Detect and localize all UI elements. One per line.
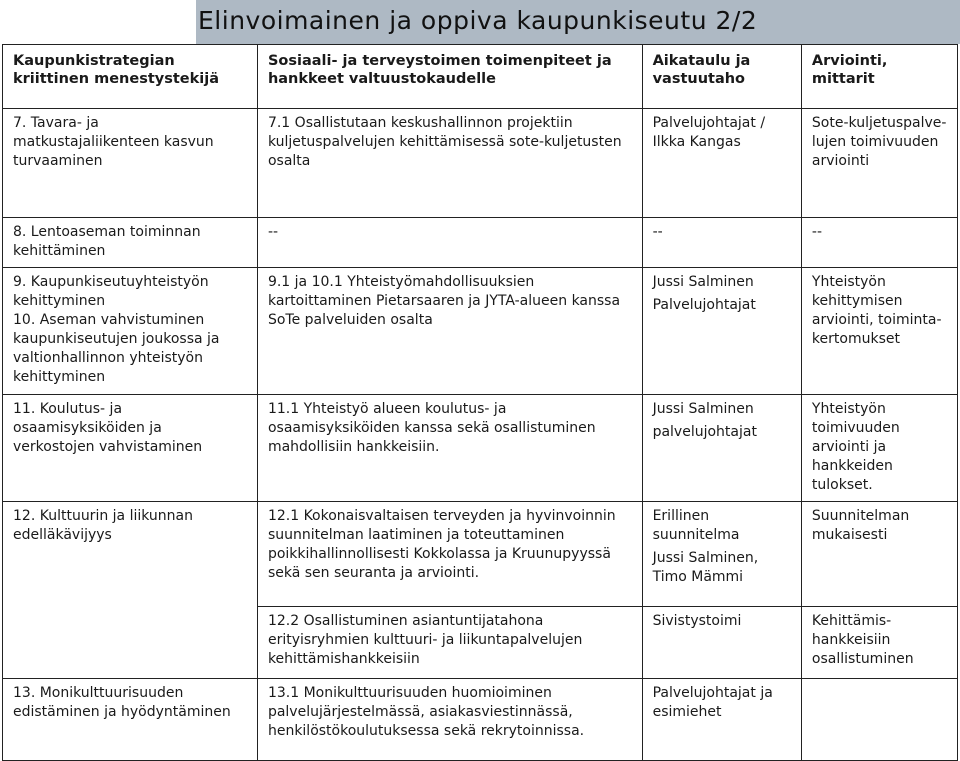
action-cell — [257, 679, 642, 761]
schedule-text: Erillinen suunnitelma — [652, 508, 740, 543]
action-text: 12.2 Osallistuminen asiantuntijatahona erityisryhmien kulttuuri- ja liikuntapalvelujen kehittämishankkeisiin — [267, 613, 583, 667]
evaluation-cell — [801, 395, 957, 502]
schedule-text: -- — [652, 224, 663, 240]
evaluation-text: Yhteistyön toimivuuden arviointi ja hankkeiden tulokset. — [811, 401, 900, 493]
page-title: Elinvoimainen ja oppiva kaupunkiseutu 2/2 — [198, 6, 758, 35]
schedule-cell — [642, 679, 801, 761]
schedule-text: Jussi Salminen — [652, 274, 754, 290]
factor-text: 9. Kaupunkiseutuyhteistyön kehittyminen — [13, 274, 209, 309]
evaluation-text: Yhteistyön kehittymisen arviointi, toiminta-kertomukset — [811, 274, 942, 347]
action-text: 9.1 ja 10.1 Yhteistyömahdollisuuksien kartoittaminen Pietarsaaren ja JYTA-alueen kanssa SoTe palveluiden osalta — [267, 274, 621, 328]
title-band-left-blank — [0, 0, 196, 44]
table-row — [3, 607, 958, 679]
factor-text: 8. Lentoaseman toiminnan kehittäminen — [13, 224, 201, 259]
table-row — [3, 502, 958, 607]
factor-cell — [3, 502, 258, 607]
evaluation-cell — [801, 607, 957, 679]
table-header-row — [3, 45, 958, 109]
evaluation-text: Sote-kuljetuspalve-lujen toimivuuden arviointi — [811, 115, 947, 169]
factor-text: 7. Tavara- ja matkustajaliikenteen kasvun turvaaminen — [13, 115, 214, 169]
schedule-text: Palvelujohtajat ja esimiehet — [652, 685, 773, 720]
evaluation-cell — [801, 218, 957, 268]
action-cell — [257, 109, 642, 218]
schedule-text: Jussi Salminen, Timo Mämmi — [652, 550, 759, 585]
factor-cell — [3, 395, 258, 502]
evaluation-text: Suunnitelman mukaisesti — [811, 508, 910, 543]
schedule-text: Palvelujohtajat / Ilkka Kangas — [652, 115, 766, 150]
table-row — [3, 268, 958, 395]
factor-text: 10. Aseman vahvistuminen kaupunkiseutujen joukossa ja valtionhallinnon yhteistyön kehittyminen — [13, 312, 220, 385]
factor-cell — [3, 679, 258, 761]
action-text: 7.1 Osallistutaan keskushallinnon projektiin kuljetuspalvelujen kehittämisessä sote-kuljetusten osalta — [267, 115, 622, 169]
factor-cell — [3, 268, 258, 395]
factor-cell — [3, 218, 258, 268]
evaluation-cell — [801, 268, 957, 395]
schedule-cell — [642, 607, 801, 679]
evaluation-cell — [801, 679, 957, 761]
table-row — [3, 395, 958, 502]
schedule-cell — [642, 109, 801, 218]
schedule-text: Sivistystoimi — [652, 613, 742, 629]
header-actions: Sosiaali- ja terveystoimen toimenpiteet ja hankkeet valtuustokaudelle — [257, 45, 642, 109]
table-row — [3, 109, 958, 218]
action-text: 11.1 Yhteistyö alueen koulutus- ja osaamisyksiköiden kanssa sekä osallistuminen mahdollisiin hankkeisiin. — [267, 401, 596, 455]
schedule-text: palvelujohtajat — [652, 424, 757, 440]
action-cell — [257, 218, 642, 268]
factor-cell — [3, 109, 258, 218]
schedule-text: Palvelujohtajat — [652, 297, 756, 313]
factor-text: 11. Koulutus- ja osaamisyksiköiden ja verkostojen vahvistaminen — [13, 401, 203, 455]
table-row — [3, 218, 958, 268]
schedule-text: Jussi Salminen — [652, 401, 754, 417]
header-evaluation: Arviointi, mittarit — [801, 45, 957, 109]
table-row — [3, 679, 958, 761]
action-cell — [257, 502, 642, 607]
schedule-cell — [642, 268, 801, 395]
evaluation-text: -- — [811, 224, 823, 240]
schedule-cell — [642, 218, 801, 268]
factor-cell — [3, 607, 258, 679]
strategy-table — [2, 44, 958, 761]
evaluation-cell — [801, 502, 957, 607]
factor-text: 12. Kulttuurin ja liikunnan edelläkävijyys — [13, 508, 193, 543]
header-factor: Kaupunkistrategian kriittinen menestystekijä — [3, 45, 258, 109]
action-cell — [257, 607, 642, 679]
evaluation-cell — [801, 109, 957, 218]
action-cell — [257, 268, 642, 395]
schedule-cell — [642, 395, 801, 502]
evaluation-text: Kehittämis-hankkeisiin osallistuminen — [811, 613, 914, 667]
action-text: 13.1 Monikulttuurisuuden huomioiminen palvelujärjestelmässä, asiakasviestinnässä, henkilöstökoulutuksessa sekä rekrytoinnissa. — [267, 685, 585, 739]
action-cell — [257, 395, 642, 502]
header-schedule: Aikataulu ja vastuutaho — [642, 45, 801, 109]
action-text: -- — [267, 224, 279, 240]
factor-text: 13. Monikulttuurisuuden edistäminen ja hyödyntäminen — [13, 685, 231, 720]
action-text: 12.1 Kokonaisvaltaisen terveyden ja hyvinvoinnin suunnitelman laatiminen ja toteuttaminen poikkihallinnollisesti Kokkolassa ja Kruunupyyssä sekä sen seuranta ja arviointi. — [267, 508, 616, 581]
schedule-cell — [642, 502, 801, 607]
